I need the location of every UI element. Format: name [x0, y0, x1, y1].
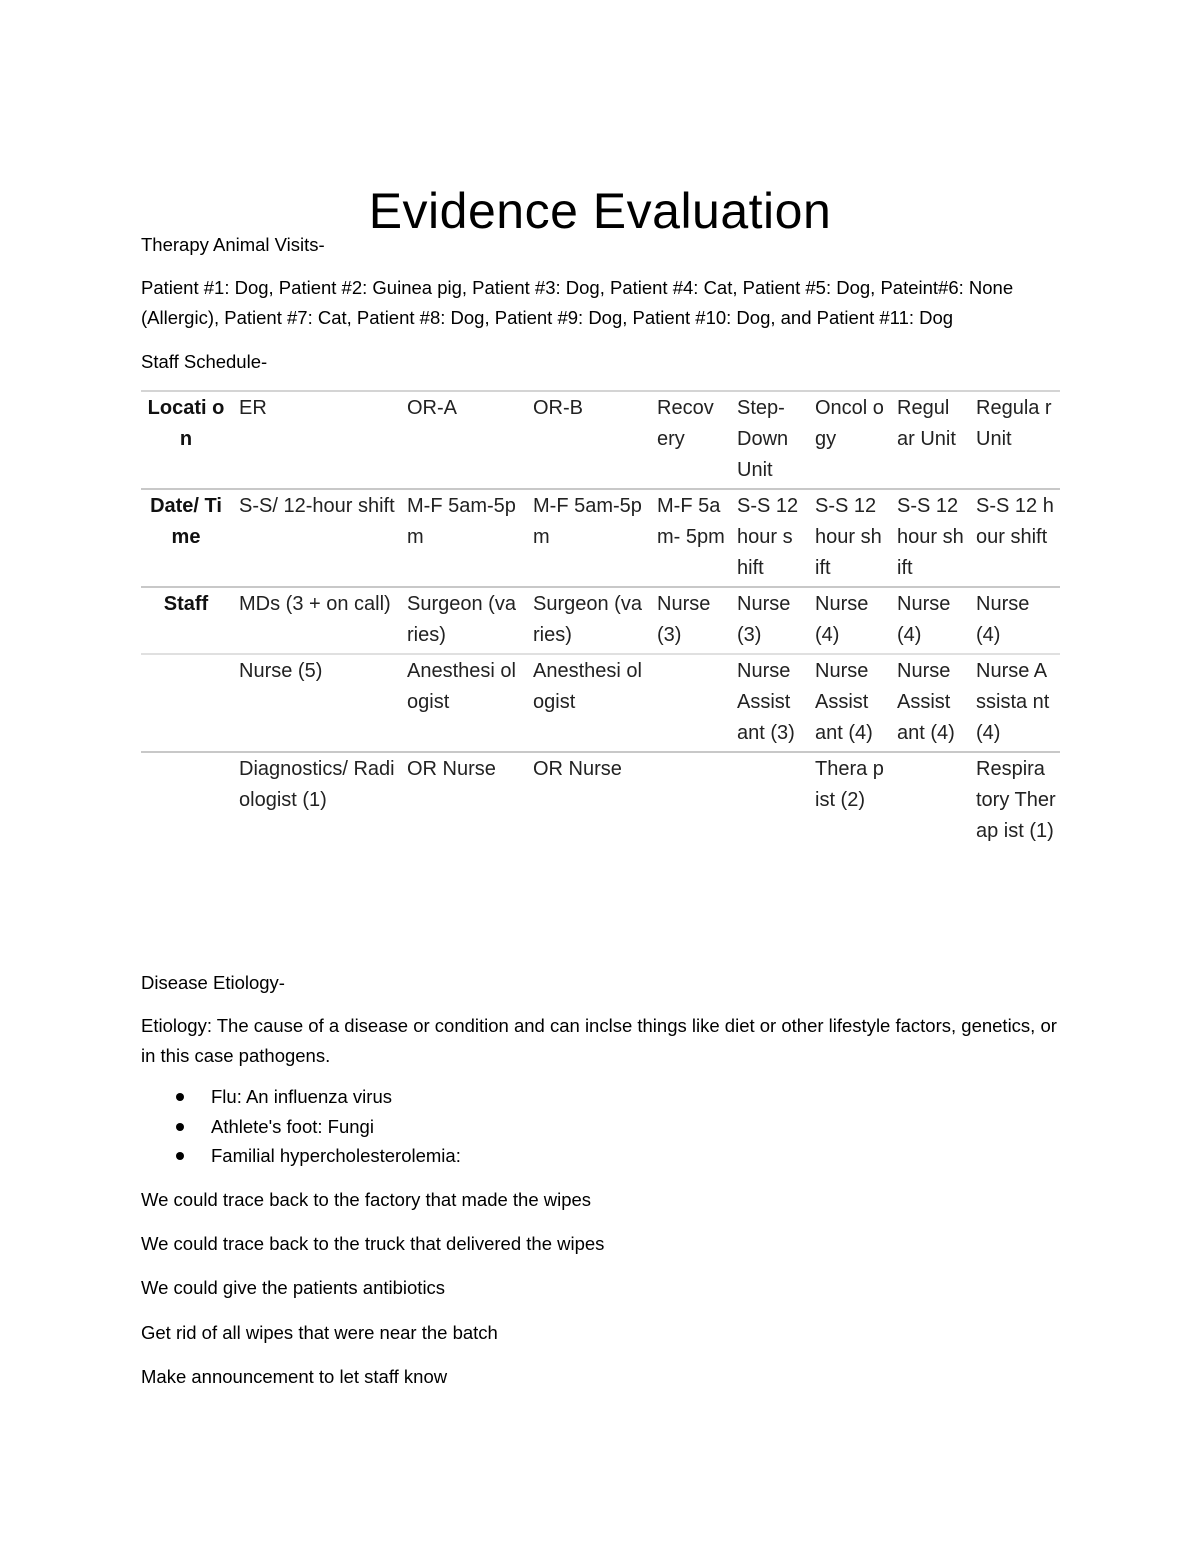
action-line: We could give the patients antibiotics — [141, 1277, 446, 1298]
schedule-row — [141, 489, 1060, 587]
schedule-cell: Anesthesi ologist — [525, 654, 649, 752]
action-line: Make announcement to let staff know — [141, 1366, 448, 1387]
bullet-item — [141, 1112, 461, 1142]
etiology-bullet-list — [141, 1082, 461, 1171]
document-title: Evidence Evaluation — [368, 182, 832, 239]
action-line: We could trace back to the factory that made the wipes — [141, 1189, 592, 1210]
schedule-cell — [889, 752, 968, 849]
schedule-cell: OR Nurse — [525, 752, 649, 849]
schedule-cell: Nurse (4) — [807, 587, 889, 654]
schedule-row-label: Staff — [141, 587, 231, 654]
schedule-cell: Respira tory Therap ist (1) — [968, 752, 1060, 849]
schedule-cell: Step- Down Unit — [729, 391, 807, 489]
schedule-cell: Nurse (3) — [649, 587, 729, 654]
bullet-dot-icon — [176, 1123, 184, 1131]
schedule-cell: Nurse (4) — [968, 587, 1060, 654]
schedule-row — [141, 752, 1060, 849]
schedule-row — [141, 654, 1060, 752]
disease-heading: Disease Etiology- — [141, 972, 285, 993]
schedule-row-label — [141, 752, 231, 849]
patients-paragraph: Patient #1: Dog, Patient #2: Guinea pig, Patient #3: Dog, Patient #4: Cat, Patient #5: Dog, Pateint#6: None (Allergic), Patient #7: Cat, Patient #8: Dog, Patient #9: Dog, Patient #10: Dog, and Patient #11: Dog — [141, 277, 1014, 328]
schedule-cell: OR-A — [399, 391, 525, 489]
schedule-cell: S-S 12 hour shift — [807, 489, 889, 587]
schedule-cell: S-S/ 12-hour shift — [231, 489, 399, 587]
schedule-cell: Nurse (5) — [231, 654, 399, 752]
schedule-cell: Diagnostics/ Radiologist (1) — [231, 752, 399, 849]
staff-schedule-table — [141, 390, 1060, 849]
schedule-cell: OR Nurse — [399, 752, 525, 849]
schedule-cell: Surgeon (varies) — [525, 587, 649, 654]
schedule-cell: S-S 12 hour shift — [968, 489, 1060, 587]
schedule-row — [141, 587, 1060, 654]
schedule-cell: Nurse Assista nt (4) — [968, 654, 1060, 752]
schedule-cell — [649, 654, 729, 752]
bullet-item — [141, 1082, 461, 1112]
bullet-text: Flu: An influenza virus — [211, 1086, 392, 1107]
schedule-cell: M-F 5am- 5pm — [649, 489, 729, 587]
schedule-cell: Nurse (3) — [729, 587, 807, 654]
staff-heading: Staff Schedule- — [141, 351, 268, 372]
bullet-dot-icon — [176, 1093, 184, 1101]
schedule-row — [141, 391, 1060, 489]
schedule-row-label: Date/ Time — [141, 489, 231, 587]
schedule-cell: Thera pist (2) — [807, 752, 889, 849]
schedule-cell: S-S 12 hour shift — [729, 489, 807, 587]
bullet-text: Familial hypercholesterolemia: — [211, 1145, 461, 1166]
schedule-row-label: Locati on — [141, 391, 231, 489]
schedule-cell: Nurse Assist ant (4) — [807, 654, 889, 752]
therapy-heading: Therapy Animal Visits- — [141, 234, 325, 255]
schedule-cell: Anesthesi ologist — [399, 654, 525, 752]
etiology-paragraph: Etiology: The cause of a disease or condition and can inclse things like diet or other lifestyle factors, genetics, or in this case pathogens. — [141, 1015, 1057, 1066]
bullet-text: Athlete's foot: Fungi — [211, 1115, 374, 1137]
schedule-cell: Nurse (4) — [889, 587, 968, 654]
action-line: Get rid of all wipes that were near the batch — [141, 1322, 498, 1343]
schedule-cell — [729, 752, 807, 849]
schedule-cell: Recov ery — [649, 391, 729, 489]
schedule-cell: Oncol ogy — [807, 391, 889, 489]
schedule-cell: Regul ar Unit — [889, 391, 968, 489]
bullet-dot-icon — [176, 1152, 184, 1160]
schedule-row-label — [141, 654, 231, 752]
schedule-cell: MDs (3 + on call) — [231, 587, 399, 654]
schedule-cell: Surgeon (varies) — [399, 587, 525, 654]
schedule-cell: Nurse Assist ant (4) — [889, 654, 968, 752]
schedule-cell: M-F 5am-5pm — [399, 489, 525, 587]
schedule-cell: M-F 5am-5pm — [525, 489, 649, 587]
schedule-cell: Nurse Assist ant (3) — [729, 654, 807, 752]
action-line: We could trace back to the truck that delivered the wipes — [141, 1233, 605, 1254]
bullet-item — [141, 1141, 461, 1171]
schedule-cell — [649, 752, 729, 849]
schedule-cell: Regula r Unit — [968, 391, 1060, 489]
schedule-cell: OR-B — [525, 391, 649, 489]
schedule-cell: S-S 12 hour shift — [889, 489, 968, 587]
schedule-cell: ER — [231, 391, 399, 489]
